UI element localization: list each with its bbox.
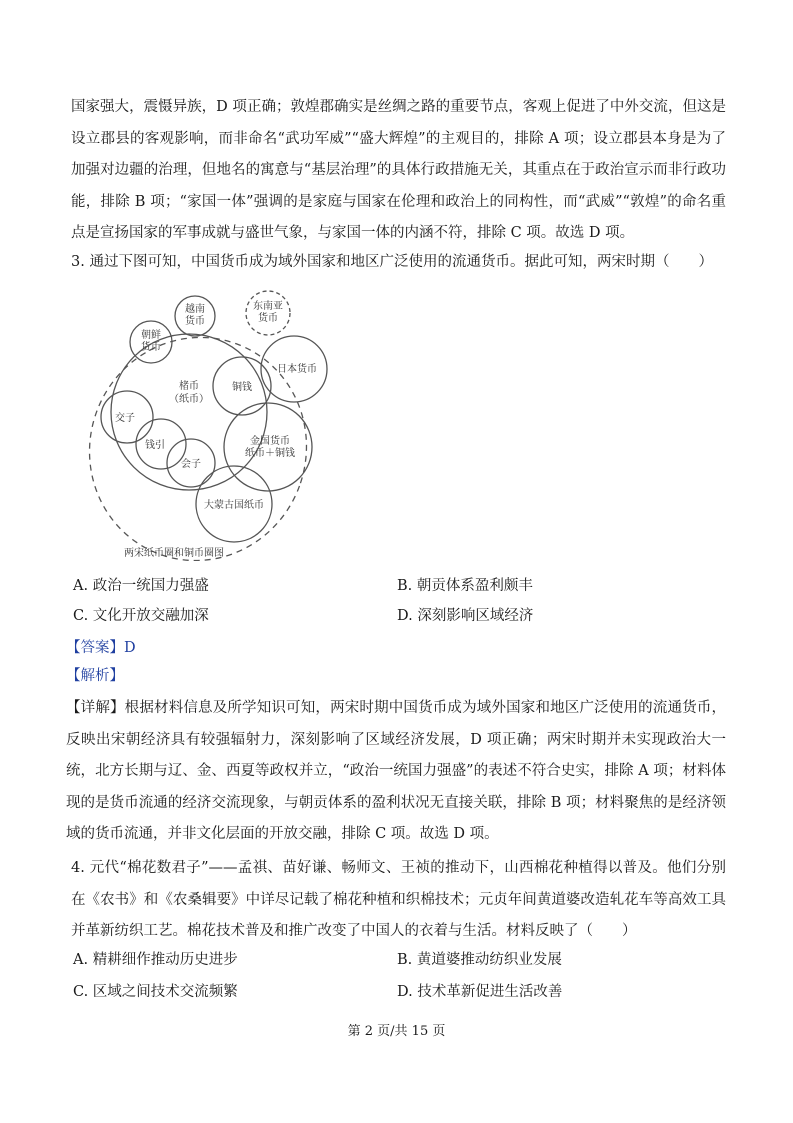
question-3-stem: 3. 通过下图可知，中国货币成为域外国家和地区广泛使用的流通货币。据此可知，两宋时期（ ） — [71, 254, 713, 270]
label-huizi: 会子 — [181, 459, 201, 470]
q3-option-c: C. 文化开放交融加深 — [73, 608, 209, 624]
label-korea-1: 朝鲜 — [141, 330, 161, 341]
label-chubi-2: （纸币） — [169, 394, 209, 405]
page-footer: 第 2 页/共 15 页 — [347, 1024, 446, 1039]
label-vietnam-1: 越南 — [185, 304, 205, 315]
q3-option-b: B. 朝贡体系盈利颇丰 — [397, 578, 533, 594]
label-jin-2: 纸币＋铜钱 — [245, 448, 295, 459]
figure-caption: 两宋纸币圈和铜币圈图 — [124, 548, 224, 559]
q4-option-a: A. 精耕细作推动历史进步 — [73, 952, 238, 968]
q4-option-d: D. 技术革新促进生活改善 — [397, 984, 563, 1000]
q3-answer: 【答案】D — [66, 640, 136, 656]
q3-detailed-explanation: 【详解】根据材料信息及所学知识可知，两宋时期中国货币成为域外国家和地区广泛使用的流通货币，反映出宋朝经济具有较强辐射力，深刻影响了区域经济发展，D 项正确；两宋时期并未实现政治大一统，北方长期与辽、金、西夏等政权并立，“政治一统国力强盛”的表述不符合史实，排除 A 项；材料体现的是货币流通的经济交流现象，与朝贡体系的盈利状况无直接关联，排除 B 项；材料聚焦的是经济领域的货币流通，并非文化层面的开放交融，排除 C 项。故选 D 项。 — [66, 700, 726, 842]
q4-option-b: B. 黄道婆推动纺织业发展 — [397, 952, 562, 968]
currency-circle-diagram — [86, 286, 336, 561]
label-japan: 日本货币 — [277, 364, 317, 375]
q3-analysis-label: 【解析】 — [66, 668, 124, 684]
label-southeast-asia-2: 货币 — [258, 313, 278, 324]
label-mongol: 大蒙古国纸币 — [204, 500, 264, 511]
label-copper-coin: 铜钱 — [232, 382, 252, 393]
question-4-stem: 4. 元代“棉花数君子”——孟祺、苗好谦、畅师文、王祯的推动下，山西棉花种植得以普及。他们分别在《农书》和《农桑辑要》中详尽记载了棉花种植和织棉技术；元贞年间黄道婆改造轧花车等高效工具并革新纺织工艺。棉花技术普及和推广改变了中国人的衣着与生活。材料反映了（ ） — [71, 860, 726, 939]
paper-money-outer-circle — [86, 307, 336, 561]
label-qianyin: 钱引 — [145, 440, 165, 451]
previous-explanation: 国家强大，震慑异族，D 项正确；敦煌郡确实是丝绸之路的重要节点，客观上促进了中外交流，但这是设立郡县的客观影响，而非命名“武功军威”“盛大辉煌”的主观目的，排除 A 项；设立郡县本身是为了加强对边疆的治理，但地名的寓意与“基层治理”的具体行政措施无关，其重点在于政治宣示而非行政功能，排除 B 项；“家国一体”强调的是家庭与国家在伦理和政治上的同构性，而“武威”“敦煌”的命名重点是宣扬国家的军事成就与盛世气象，与家国一体的内涵不符，排除 C 项。故选 D 项。 — [71, 99, 726, 241]
label-korea-2: 货币 — [141, 342, 161, 353]
label-vietnam-2: 货币 — [185, 316, 205, 327]
q3-option-d: D. 深刻影响区域经济 — [397, 608, 534, 624]
label-jiaozi: 交子 — [115, 413, 135, 424]
label-southeast-asia-1: 东南亚 — [253, 301, 283, 312]
q4-option-c: C. 区域之间技术交流频繁 — [73, 984, 238, 1000]
label-jin-1: 金国货币 — [250, 436, 290, 447]
jin-currency-circle — [224, 403, 312, 491]
q3-option-a: A. 政治一统国力强盛 — [73, 578, 209, 594]
label-chubi-1: 楮币 — [179, 381, 199, 392]
